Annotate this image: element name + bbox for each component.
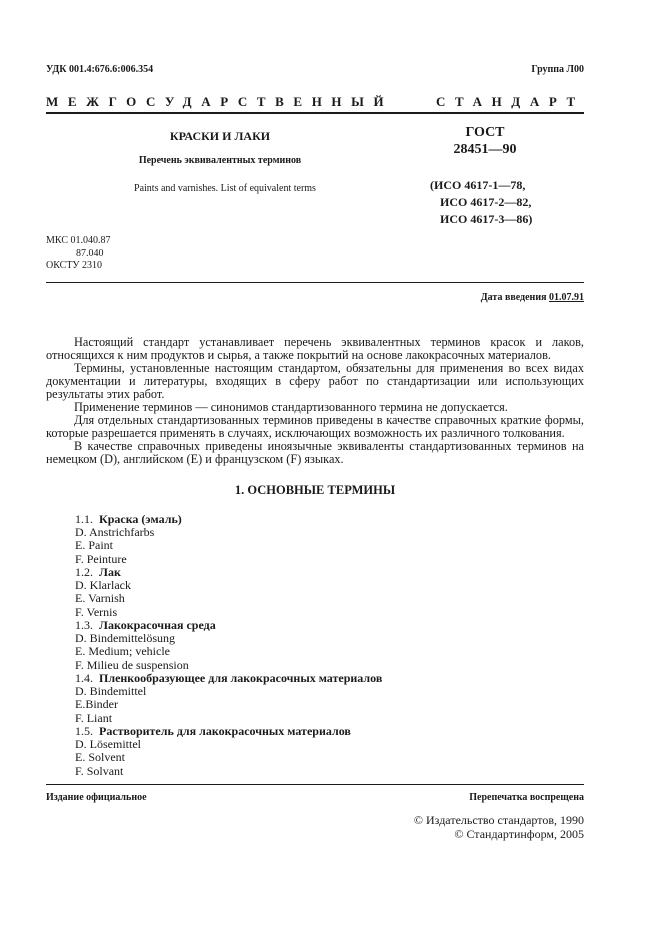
term-name: Краска (эмаль): [99, 512, 182, 526]
intro-paragraph: Применение терминов — синонимов стандартизованного термина не допускается.: [74, 400, 508, 414]
reprint-notice: Перепечатка воспрещена: [469, 792, 584, 803]
term-german: D. Klarlack: [75, 578, 131, 593]
term-entry: [75, 566, 131, 619]
mks-code: 87.040: [76, 247, 104, 259]
term-name: Растворитель для лакокрасочных материалов: [99, 724, 351, 738]
term-french: F. Vernis: [75, 604, 118, 619]
classification: [46, 235, 110, 273]
gost-number: 28451—90: [453, 142, 517, 157]
term-german: D. Bindemittelösung: [75, 631, 175, 646]
okstu-code: ОКСТУ 2310: [46, 260, 103, 271]
term-number: 1.5.: [75, 724, 93, 738]
term-german: D. Lösemittel: [75, 737, 141, 752]
intro-paragraph: В качестве справочных приведены иноязычные эквиваленты стандартизованных терминов на немецком (D), английском (E) и французском (F) языках.: [46, 439, 584, 466]
term-french: F. Solvant: [75, 763, 124, 778]
term-german: D. Bindemittel: [75, 684, 147, 699]
copyright-line: © Издательство стандартов, 1990: [413, 813, 584, 827]
term-french: F. Milieu de suspension: [75, 657, 189, 672]
term-english: E. Medium; vehicle: [75, 644, 170, 659]
term-name: Лакокрасочная среда: [99, 618, 216, 632]
term-german: D. Anstrichfarbs: [75, 525, 155, 540]
term-entry: [75, 672, 382, 725]
term-number: 1.1.: [75, 512, 93, 526]
mks-label: МКС: [46, 235, 68, 246]
group-code: Группа Л00: [531, 64, 584, 75]
term-english: E. Solvent: [75, 750, 125, 765]
iso-references: [430, 177, 550, 228]
term-number: 1.2.: [75, 565, 93, 579]
title-subtitle: Перечень эквивалентных терминов: [138, 155, 302, 166]
term-name: Лак: [99, 565, 121, 579]
banner-interstate: МЕЖГОСУДАРСТВЕННЫЙ: [46, 94, 394, 109]
banner-standard: СТАНДАРТ: [436, 94, 585, 109]
intro-paragraph: Настоящий стандарт устанавливает перечень эквивалентных терминов красок и лаков, относящихся к ним продуктов и сырья, а также покрытий на основе лакокрасочных материалов.: [46, 335, 584, 362]
term-entry: [75, 513, 182, 566]
title-english: Paints and varnishes. List of equivalent terms: [134, 183, 316, 194]
gost-label: ГОСТ: [465, 125, 505, 140]
term-english: E.Binder: [75, 697, 118, 712]
term-french: F. Peinture: [75, 551, 127, 566]
term-french: F. Liant: [75, 710, 113, 725]
iso-ref: (ИСО 4617-1—78,: [430, 178, 526, 192]
mks-code: 01.040.87: [70, 235, 111, 246]
footer-rule: [46, 784, 584, 785]
title-main: КРАСКИ И ЛАКИ: [169, 129, 271, 143]
term-english: E. Paint: [75, 538, 113, 553]
iso-ref: ИСО 4617-3—86): [440, 212, 533, 226]
term-entry: [75, 619, 216, 672]
date-label: Дата введения: [480, 292, 547, 303]
banner-rule: [46, 112, 584, 114]
udk-code: УДК 001.4:676.6:006.354: [46, 64, 154, 75]
term-entry: [75, 725, 351, 778]
iso-ref: ИСО 4617-2—82,: [440, 195, 532, 209]
intro-paragraph: Для отдельных стандартизованных терминов приведены в качестве справочных краткие формы, которые разрешается применять в случаях, исключающих возможность их различного толкования.: [46, 413, 584, 440]
divider-rule: [46, 282, 584, 283]
term-number: 1.3.: [75, 618, 93, 632]
term-number: 1.4.: [75, 671, 93, 685]
section-heading: 1. ОСНОВНЫЕ ТЕРМИНЫ: [234, 483, 396, 497]
term-name: Пленкообразующее для лакокрасочных материалов: [99, 671, 383, 685]
copyright-block: [414, 813, 584, 841]
date-value: 01.07.91: [549, 292, 584, 303]
copyright-line: © Стандартинформ, 2005: [454, 827, 584, 841]
official-edition: Издание официальное: [46, 792, 147, 803]
term-english: E. Varnish: [75, 591, 125, 606]
intro-paragraph: Термины, установленные настоящим стандартом, обязательны для применения во всех видах документации и литературы, входящих в сферу работ по стандартизации или использующих результаты этих работ.: [46, 361, 584, 401]
effective-date: [481, 292, 584, 303]
